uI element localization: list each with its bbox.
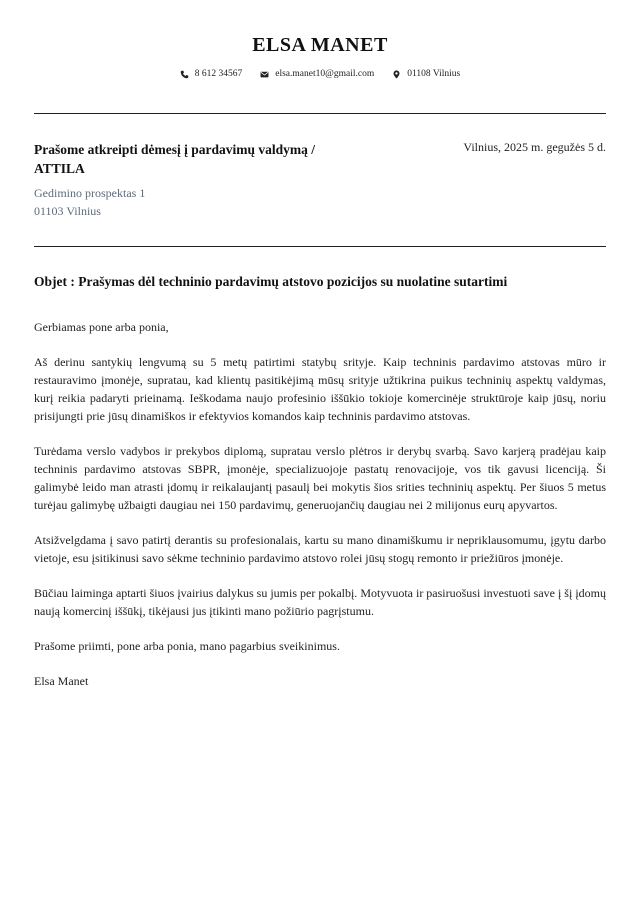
contact-location [392,69,460,79]
body-paragraph-2: Turėdama verslo vadybos ir prekybos diplomą, supratau verslo plėtros ir derybų svarbą. Savo karjerą pradėjau kaip techninis pardavimo atstovas SBPR, įmonėje, specializuojoje pastatų renovacijoje, vos tik gavusi licenciją. Ši galimybė leido man atrasti įdomų ir reikalaujantį pasaulį bei mokytis šios srities techninių aspektų. Per šiuos 5 metus turėjau galimybę užbaigti daugiau nei 150 pardavimų, generuojančių daugiau nei 2 milijonus eurų apyvartos. [34,444,606,512]
location-pin-icon [392,70,401,79]
recipient-address [34,184,145,220]
letter-date: Vilnius, 2025 m. gegužės 5 d. [463,140,606,154]
header-divider [34,113,606,114]
contact-email [260,69,374,79]
address-line-2: 01103 Vilnius [34,204,101,218]
phone-number: 8 612 34567 [194,69,243,79]
contact-bar [0,69,640,79]
letter-body [34,318,606,707]
location-text: 01108 Vilnius [407,69,461,79]
email-address: elsa.manet10@gmail.com [275,69,375,79]
contact-phone [180,69,243,79]
salutation: Gerbiamas pone arba ponia, [34,320,169,334]
body-paragraph-1: Aš derinu santykių lengvumą su 5 metų patirtimi statybų srityje. Kaip techninis pardavimo atstovas mūro ir restauravimo įmonėje, supratau, kad klientų pasitikėjimą mūsų srityje užtikrina puikus techninių aspektų valdymas, kurį reikia padaryti prieinamą. Ieškodama naujo profesinio iššūkio tokioje komercinėje struktūroje kaip jūsų, noriu prisijungti prie jūsų dinamiškos ir efektyvios komandos kaip techninis pardavimo atstovas. [34,355,606,423]
body-paragraph-4: Būčiau laiminga aptarti šiuos įvairius dalykus su jumis per pokalbį. Motyvuota ir pasiruošusi investuoti save į šį įdomų naują komercinį iššūkį, tikėjausi jus įtikinti mano požiūrio pagrįstumu. [34,586,606,618]
body-paragraph-3: Atsižvelgdama į savo patirtį derantis su profesionalais, kartu su mano dinamiškumu ir nepriklausomumu, įgytu darbo vietoje, esu įsitikinusi savo sėkme techninio pardavimo atstovo rolei jūsų stogų remonto ir priežiūros įmonėje. [34,533,606,565]
closing: Prašome priimti, pone arba ponia, mano pagarbius sveikinimus. [34,639,340,653]
address-line-1: Gedimino prospektas 1 [34,186,146,200]
applicant-name: ELSA MANET [252,34,388,56]
address-divider [34,246,606,247]
phone-icon [180,70,189,79]
signature: Elsa Manet [34,674,89,688]
letter-subject: Objet : Prašymas dėl techninio pardavimų atstovo pozicijos su nuolatine sutartimi [34,274,508,289]
recipient-title: Prašome atkreipti dėmesį į pardavimų valdymą / ATTILA [34,142,315,176]
mail-icon [260,70,269,79]
